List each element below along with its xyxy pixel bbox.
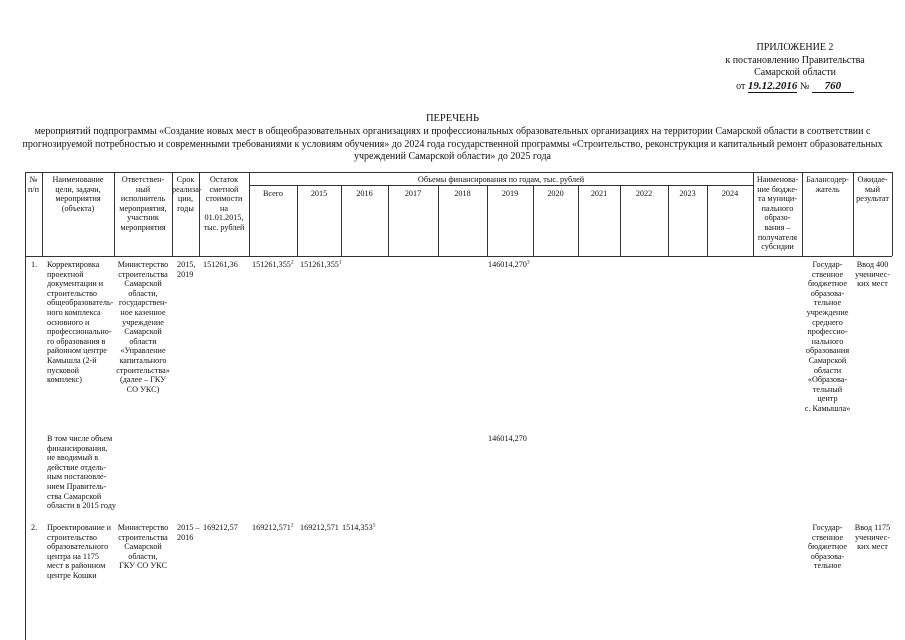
header-year-2020: 2020 [547,189,564,198]
appendix-line-3: Самарской области [754,67,836,78]
document-title: ПЕРЕЧЕНЬ [425,113,480,124]
header-executor: Ответствен- ный исполнитель мероприятия, участник мероприятия [119,175,167,232]
header-total: Всего [262,189,284,198]
header-name: Наименование цели, задачи, мероприятия (объекта) [52,175,104,213]
row-name: Проектирование и строительство образовательного центра на 1175 мест в районном центре Кошки [47,523,112,580]
appendix-block [690,42,900,93]
row-name: В том числе объем финансирования, не вводимый в действие отдель- ным постановле- нием Правитель- ства Самарской области в 2015 году [47,434,117,511]
header-year-2022: 2022 [635,189,653,198]
row-result: Ввод 400 ученичес- ких мест [855,260,890,289]
appendix-date-line [690,80,900,94]
header-year-2023: 2023 [679,189,696,198]
row-year-2016: 1514,353$^5$ [342,522,376,532]
row-executor: Министерство строительства Самарской области, государствен- ное казенное учреждение Самарской области «Управление капитального строительства» (далее – ГКУ СО УКС) [116,260,170,394]
date-value: 19.12.2016 [747,79,798,92]
header-balance: Остаток сметной стоимости на 01.01.2015, тыс. рублей [203,175,245,232]
row-holder: Государ- ственное бюджетное образова- тельное [807,523,847,571]
row-executor: Министерство строительства Самарской области, ГКУ СО УКС [117,523,169,571]
row-year-2015: 151261,355$^1$ [300,259,342,269]
document-subtitle: мероприятий подпрограммы «Создание новых мест в общеобразовательных организациях и профессиональных образовательных организациях на территории Самарской области в соответствии с прогнозируемой потребностью и современными требованиями к условиям обучения» до 2024 года государственной программы «Строительство, реконструкция и капитальный ремонт образовательных учреждений Самарской области» до 2025 года [22,126,883,162]
row-year-2019: 146014,270$^3$ [488,259,530,269]
header-year-2016: 2016 [356,189,373,198]
row-total: 151261,355$^2$ [252,259,294,269]
header-year-2024: 2024 [721,189,739,198]
header-year-2015: 2015 [310,189,328,198]
header-result: Ожидае- мый результат [856,175,889,204]
row-result: Ввод 1175 ученичес- ких мест [854,523,891,552]
row-number: 1. [31,260,38,269]
header-volumes: Объемы финансирования по годам, тыс. рублей [417,175,585,184]
appendix-line-1: ПРИЛОЖЕНИЕ 2 [756,42,834,53]
row-balance: 169212,57 [203,523,238,532]
header-year-2021: 2021 [590,189,608,198]
header-year-2018: 2018 [454,189,471,198]
row-name: Корректировка проектной документации и строительство общеобразователь- ного комплекса основного и профессионально- го образования в районном центре Камышла (2-й пусковой комплекс) [47,260,114,385]
header-term: Срок реализа- ции, годы [172,175,202,213]
row-year-2019: 146014,270 [488,434,527,443]
row-holder: Государ- ственное бюджетное образова- тельное учреждение среднего профессио- нального образования Самарской области «Образова- тельный центр с. Камышла» [804,260,851,413]
header-year-2019: 2019 [501,189,519,198]
row-number: 2. [31,523,38,532]
number-value: 760 [812,80,854,94]
header-year-2017: 2017 [404,189,422,198]
row-term: 2015, 2019 [177,260,196,279]
row-total: 169212,571$^2$ [252,522,294,532]
header-holder: Балансодер- жатель [806,175,849,194]
row-year-2015: 169212,571 [300,523,339,532]
appendix-line-2: к постановлению Правительства [725,54,865,66]
header-num: № п/п [27,175,40,194]
date-prefix: от [736,80,746,92]
header-municipal: Наименова- ние бюдже- та муници- пального образо- вания – получателя субсидии [756,175,799,252]
number-prefix: № [799,80,810,92]
row-term: 2015 – 2016 [177,523,200,542]
row-balance: 151261,36 [203,260,238,269]
